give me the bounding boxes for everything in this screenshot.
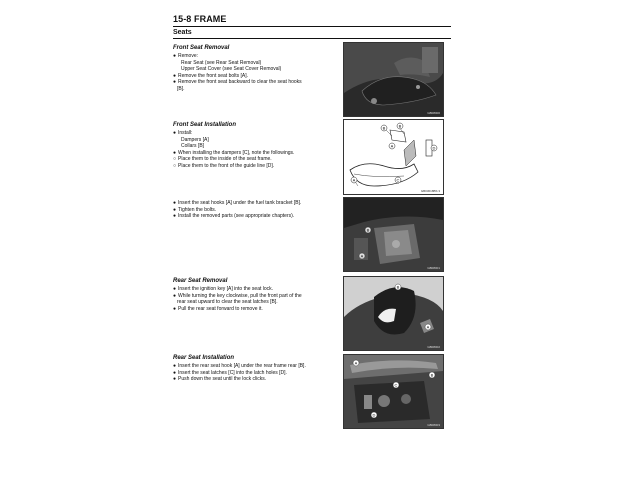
step-text: Dampers [A] <box>181 136 209 143</box>
front-seat-installation-heading: Front Seat Installation <box>173 122 237 128</box>
step-line <box>173 137 341 144</box>
step-text: While turning the key clockwise, pull the front part of the <box>178 292 302 299</box>
callout-a-1: A <box>390 143 394 149</box>
step-text: Remove: <box>178 53 199 59</box>
front-seat-removal-figure-id: GB08000 <box>427 111 440 115</box>
page-title: 15-8 FRAME <box>173 14 227 24</box>
bullet-marker: ● <box>173 53 177 59</box>
bullet-marker: ● <box>173 363 177 369</box>
step-line <box>173 207 341 214</box>
bullet-marker: ● <box>173 292 177 299</box>
front-seat-installation-figure-id: GB03018BS 3 <box>420 189 440 193</box>
front-seat-removal-block <box>173 44 341 93</box>
rear-seat-removal-figure <box>343 276 444 351</box>
front-seat-installation-continued-block <box>173 200 341 220</box>
step-text: Install the removed parts (see appropriate chapters). <box>178 213 295 220</box>
callout-c-2: C <box>394 382 398 388</box>
step-line <box>173 66 341 73</box>
step-line <box>173 299 341 306</box>
front-seat-installation-figure <box>343 119 444 195</box>
step-line <box>173 150 341 157</box>
step-line <box>173 73 341 80</box>
step-text: Place them to the front of the guide line [D]. <box>178 162 275 169</box>
callout-a-5: A <box>354 360 358 366</box>
step-line <box>173 143 341 150</box>
rear-seat-installation-heading: Rear Seat Installation <box>173 355 235 361</box>
fuel-tank-bracket-photo <box>344 198 443 271</box>
rear-seat-installation-figure-id: GB08003 <box>427 423 440 427</box>
callout-d-2: D <box>372 412 376 418</box>
rear-seat-removal-steps <box>173 286 341 312</box>
rear-frame-photo <box>344 355 443 428</box>
step-text: Insert the rear seat hook [A] under the rear frame rear [B]. <box>178 363 306 369</box>
step-line <box>173 163 341 170</box>
front-seat-removal-steps <box>173 53 341 93</box>
callout-b-5: B <box>430 372 434 378</box>
step-text: Insert the seat latches [C] into the latch holes [D]. <box>178 369 287 376</box>
bullet-marker: ● <box>173 376 177 383</box>
step-line <box>173 370 341 377</box>
step-text: Tighten the bolts. <box>178 206 217 213</box>
callout-a-4: A <box>426 324 430 330</box>
step-line <box>173 363 341 370</box>
front-seat-removal-figure <box>343 42 444 117</box>
rear-seat-installation-figure <box>343 354 444 429</box>
section-rule <box>173 38 451 39</box>
step-line <box>173 156 341 163</box>
step-line <box>173 79 341 86</box>
front-seat-photo <box>344 43 443 116</box>
step-line <box>173 293 341 300</box>
bullet-marker: ● <box>173 149 177 156</box>
step-text: Collars [B] <box>181 143 205 150</box>
fuel-tank-bracket-figure <box>343 197 444 272</box>
rear-seat-removal-figure-id: GB08002 <box>427 345 440 349</box>
rear-seat-photo <box>344 277 443 350</box>
front-seat-installation-steps <box>173 130 341 170</box>
step-text: Place them to the inside of the seat frame. <box>178 156 272 163</box>
step-line <box>173 53 341 60</box>
step-text: Push down the seat until the lock clicks. <box>178 376 267 383</box>
step-line <box>173 86 341 93</box>
rear-seat-removal-heading: Rear Seat Removal <box>173 278 228 284</box>
bullet-marker: ● <box>173 72 177 79</box>
sub-step-marker: ○ <box>173 162 177 169</box>
bullet-marker: ● <box>173 286 177 292</box>
step-text: Rear Seat (see Rear Seat Removal) <box>181 59 262 66</box>
bullet-marker: ● <box>173 305 177 312</box>
callout-a-2: A <box>352 177 356 183</box>
callout-a-3: A <box>360 253 364 259</box>
step-line <box>173 306 341 313</box>
step-line <box>173 130 341 137</box>
front-seat-installation-block <box>173 121 341 170</box>
bullet-marker: ● <box>173 369 177 376</box>
header-rule <box>173 26 451 27</box>
front-seat-diagram <box>344 120 443 194</box>
bullet-marker: ● <box>173 200 177 206</box>
step-line <box>173 286 341 293</box>
step-text: Upper Seat Cover (see Seat Cover Removal) <box>181 66 282 73</box>
step-line <box>173 213 341 220</box>
sub-step-marker: ○ <box>173 156 177 163</box>
page-header <box>173 14 451 39</box>
rear-seat-removal-block <box>173 277 341 312</box>
front-seat-removal-heading: Front Seat Removal <box>173 45 230 51</box>
bullet-marker: ● <box>173 79 177 86</box>
callout-b-4: B <box>396 284 400 290</box>
step-text: Pull the rear seat forward to remove it. <box>178 305 263 312</box>
callout-d: D <box>432 145 436 151</box>
step-text: [B]. <box>177 85 185 92</box>
step-text: Insert the ignition key [A] into the seat lock. <box>178 286 274 292</box>
step-text: Install: <box>178 130 193 136</box>
step-text: Remove the front seat backward to clear the seat hooks <box>178 79 302 86</box>
callout-b-1: B <box>382 125 386 131</box>
step-line <box>173 200 341 207</box>
step-line <box>173 60 341 67</box>
step-text: When installing the dampers [C], note the followings. <box>178 149 295 156</box>
step-text: Insert the seat hooks [A] under the fuel tank bracket [B]. <box>178 200 302 206</box>
callout-b-2: B <box>398 123 402 129</box>
step-text: rear seat upward to clear the seat latches [B]. <box>177 299 278 306</box>
bullet-marker: ● <box>173 213 177 220</box>
rear-seat-installation-steps <box>173 363 341 383</box>
fuel-tank-bracket-figure-id: GB08001 <box>427 266 440 270</box>
rear-seat-installation-block <box>173 354 341 383</box>
front-seat-installation-continued-steps <box>173 200 341 220</box>
bullet-marker: ● <box>173 130 177 136</box>
callout-c: C <box>396 177 400 183</box>
step-line <box>173 376 341 383</box>
section-title: Seats <box>173 29 192 36</box>
bullet-marker: ● <box>173 206 177 213</box>
step-text: Remove the front seat bolts [A]. <box>178 72 249 79</box>
callout-b-3: B <box>366 227 370 233</box>
